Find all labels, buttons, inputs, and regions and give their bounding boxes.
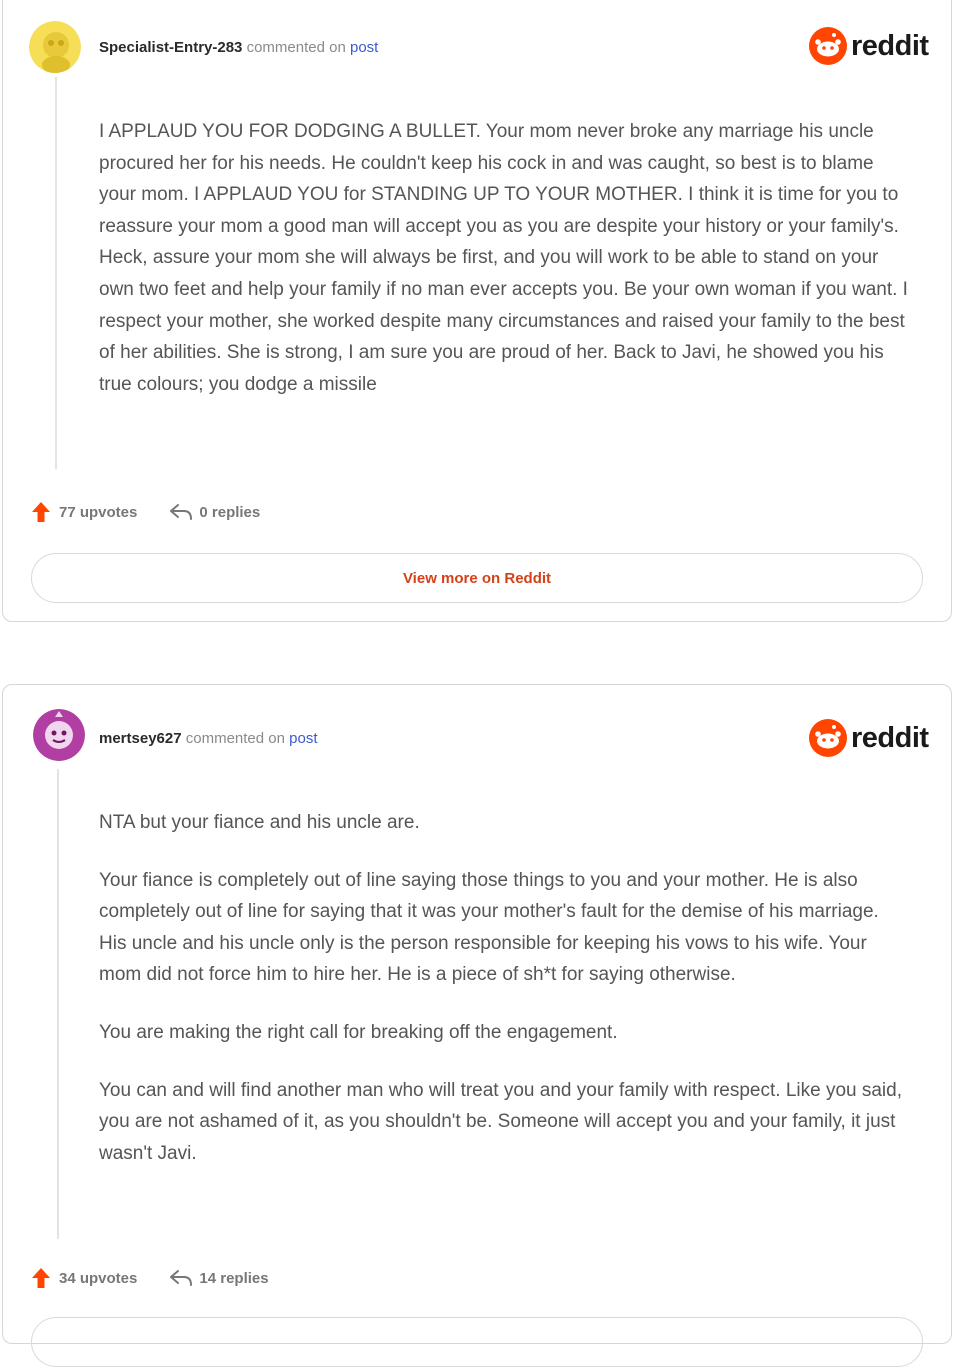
thread-line [55,77,57,469]
reply-arrow-icon[interactable] [169,503,193,521]
comment-header [99,39,378,56]
comment-body [99,116,909,400]
view-more-button[interactable]: View more on Reddit [31,553,923,603]
comment-paragraph: Your fiance is completely out of line saying those things to you and your mother. He is also completely out of line for saying that it was your mother's fault for the demise of his marriage. His uncle and his uncle only is the person responsible for keeping his vows to his wife. Your mom did not force him to hire her. He is a piece of sh*t for saying otherwise. [99,869,879,986]
thread-line [57,769,59,1239]
reply-count[interactable]: 0 replies [199,503,261,521]
username[interactable]: Specialist-Entry-283 [99,39,243,56]
gold-snoo-avatar-icon[interactable] [29,21,81,73]
post-link[interactable]: post [349,39,379,56]
username[interactable]: mertsey627 [99,730,182,747]
upvote-arrow-icon[interactable] [31,1267,51,1289]
reddit-wordmark: reddit [851,29,929,62]
view-more-button[interactable] [31,1317,923,1367]
comment-card [2,0,952,622]
comment-paragraph: You are making the right call for breaking off the engagement. [99,1021,618,1043]
comment-body [99,807,909,1169]
comment-paragraph: NTA but your fiance and his uncle are. [99,812,420,833]
comment-footer [31,501,260,523]
comment-footer [31,1267,269,1289]
upvote-count: 34 upvotes [59,1269,138,1287]
reply-count[interactable]: 14 replies [199,1269,269,1287]
action-text: commented on [185,730,285,747]
reddit-brand[interactable] [809,719,929,757]
purple-snoo-avatar-icon[interactable] [33,709,85,761]
action-text: commented on [246,39,346,56]
reddit-logo-icon [809,719,847,757]
upvote-arrow-icon[interactable] [31,501,51,523]
reddit-wordmark: reddit [851,721,929,754]
upvote-count: 77 upvotes [59,503,138,521]
post-link[interactable]: post [289,730,318,747]
comment-paragraph: You can and will find another man who will treat you and your family with respect. Like you said, you are not ashamed of it, as you shouldn't be. Someone will accept you and your family, it just wasn't Javi. [99,1079,903,1164]
reddit-logo-icon [809,27,847,65]
comment-paragraph: I APPLAUD YOU FOR DODGING A BULLET. Your mom never broke any marriage his uncle procured her for his needs. He couldn't keep his cock in and was caught, so best is to blame your mom. I APPLAUD YOU for STANDING UP TO YOUR MOTHER. I think it is time for you to reassure your mom a good man will accept you as you are despite your history or your family's. Heck, assure your mom she will always be first, and you will work to be able to stand on your own two feet and help your family if no man ever accepts you. Be your own woman if you want. I respect your mother, she worked despite many circumstances and raised your family to the best of her abilities. She is strong, I am sure you are proud of her. Back to Javi, he showed you his true colours; you dodge a missile [99,121,908,395]
reddit-brand[interactable] [809,27,929,65]
reply-arrow-icon[interactable] [169,1269,193,1287]
comment-header [99,730,318,747]
comment-card [2,684,952,1344]
